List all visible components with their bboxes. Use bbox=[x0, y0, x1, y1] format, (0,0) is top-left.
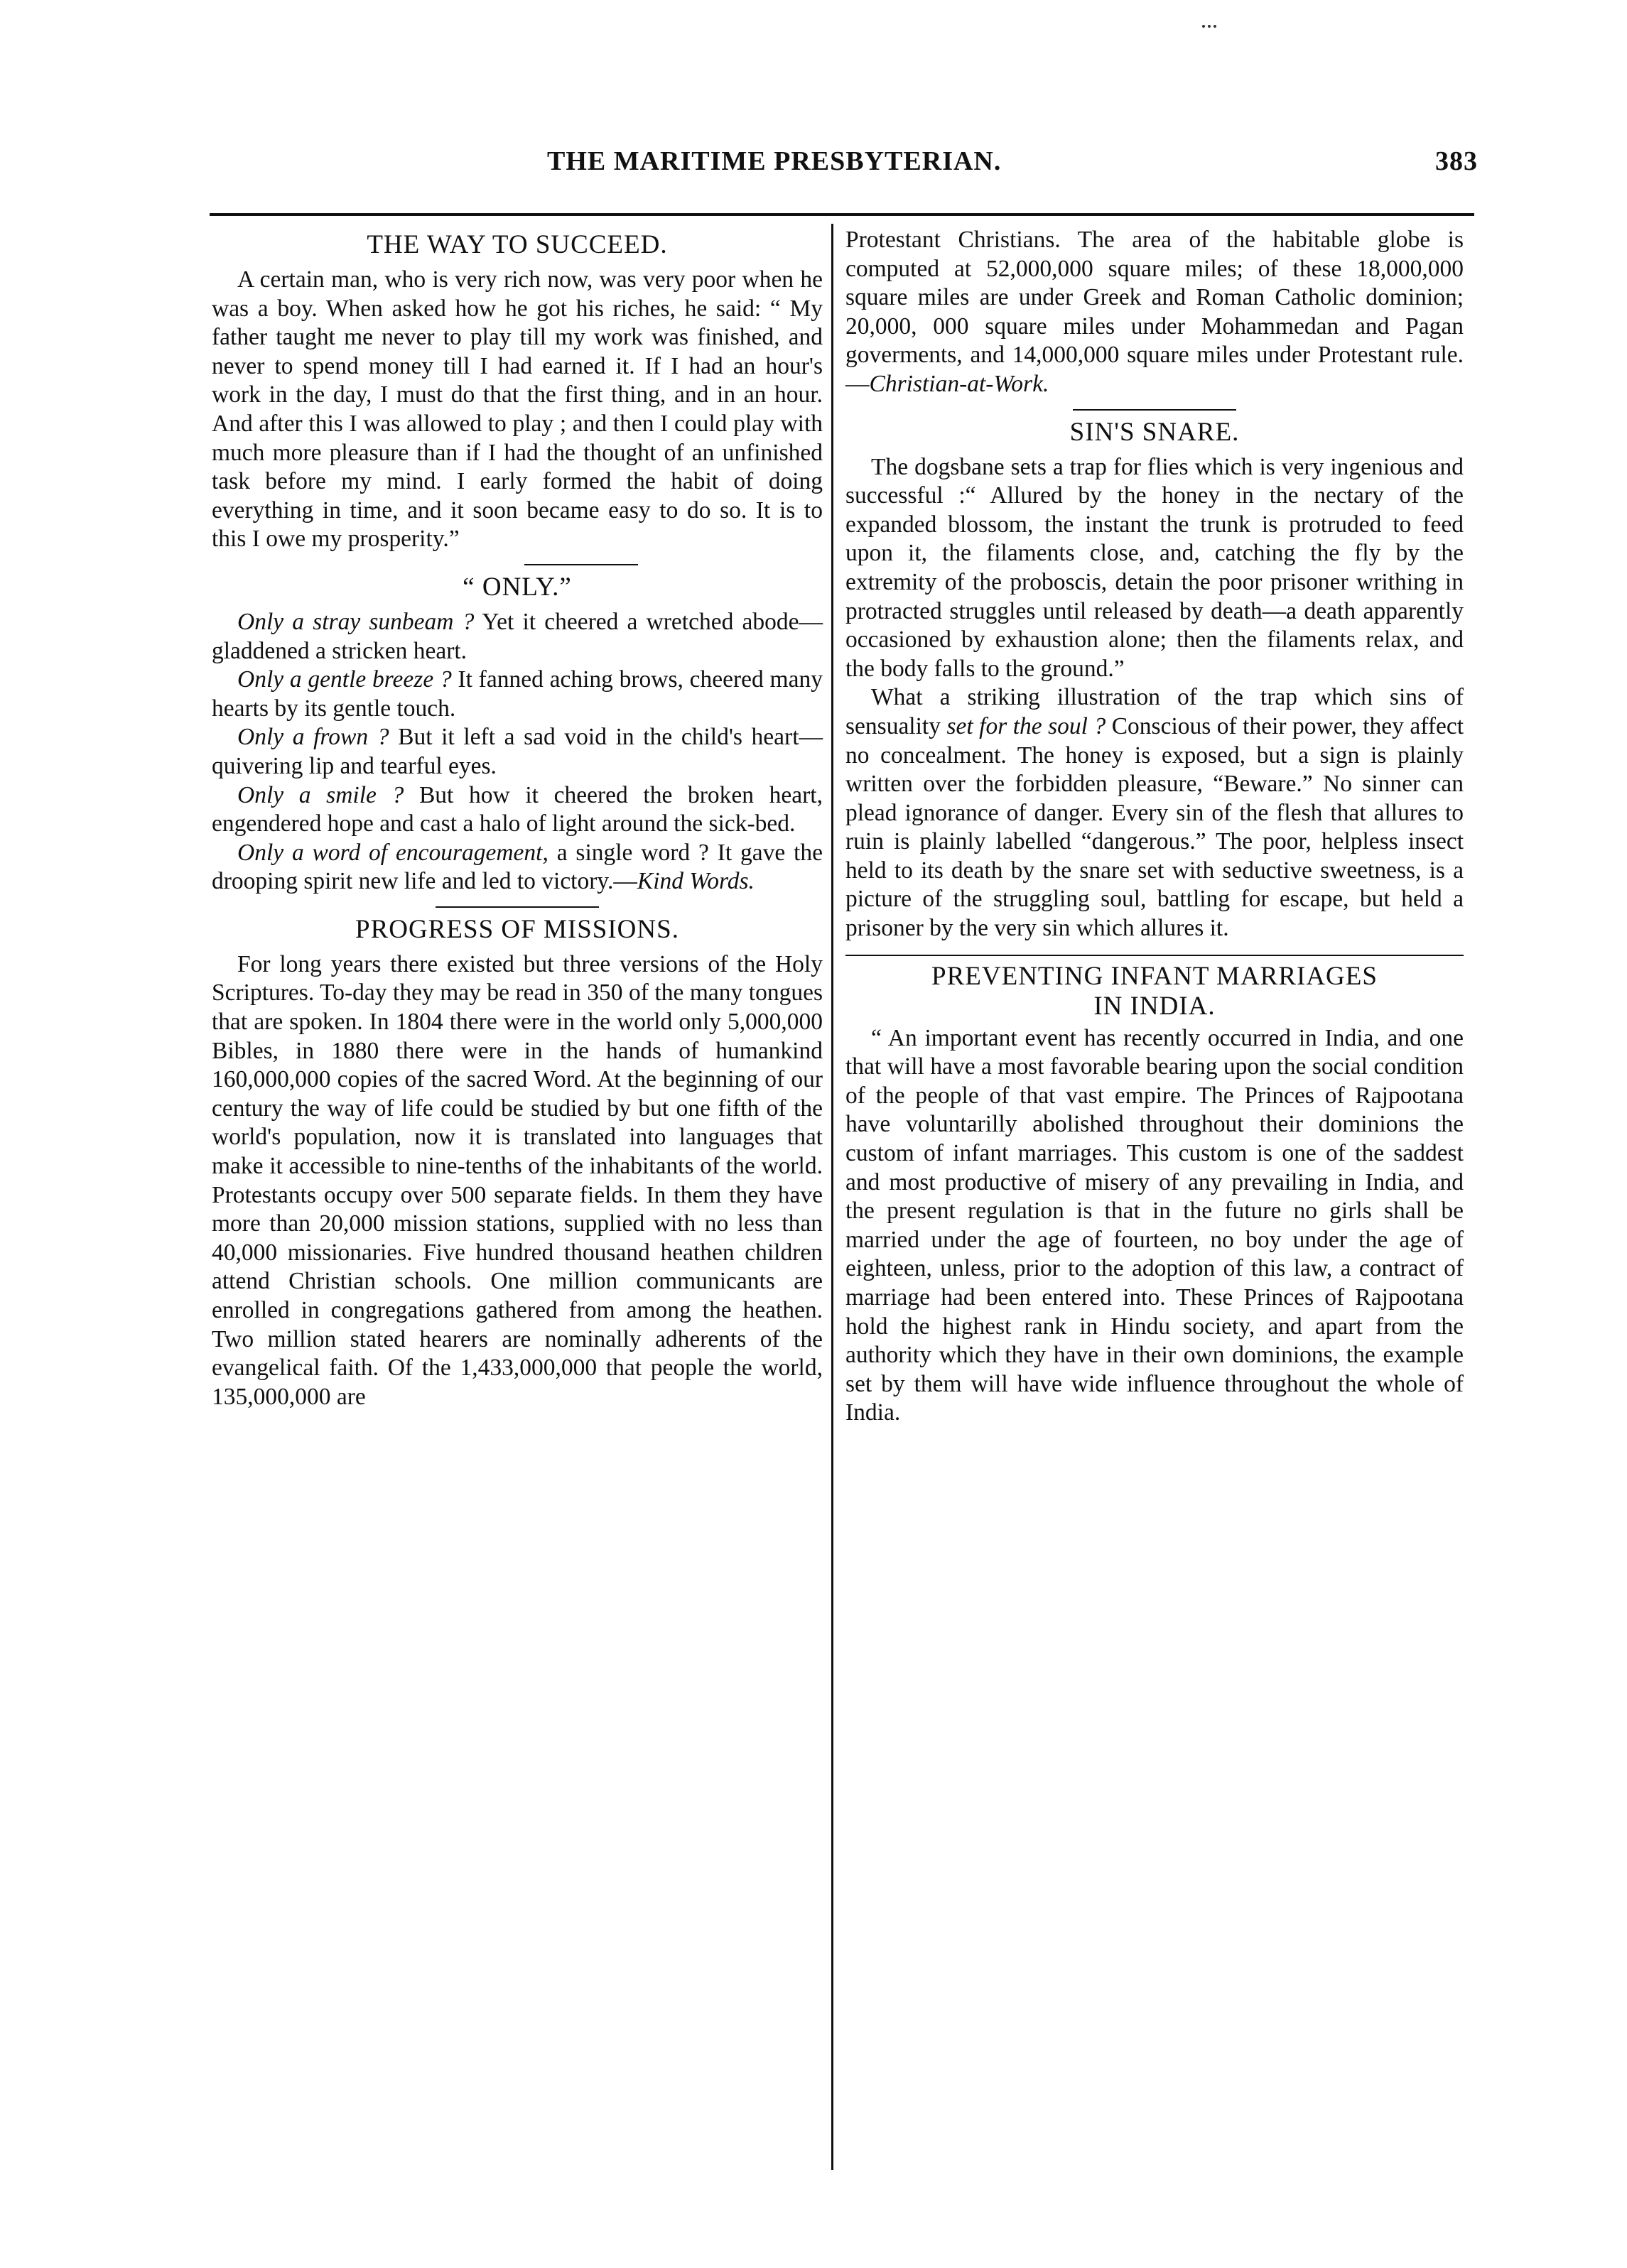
left-column bbox=[212, 226, 823, 1411]
article-paragraph bbox=[212, 666, 823, 723]
article-paragraph bbox=[212, 839, 823, 896]
article-paragraph bbox=[212, 723, 823, 781]
article-progress-of-missions bbox=[212, 915, 823, 1412]
italic-phrase: Only a frown ? bbox=[237, 724, 389, 751]
section-rule bbox=[845, 955, 1464, 956]
article-way-to-succeed bbox=[212, 230, 823, 554]
article-heading: SIN'S SNARE. bbox=[1069, 417, 1240, 447]
italic-phrase: Only a smile ? bbox=[237, 781, 404, 808]
heading-line: PREVENTING INFANT MARRIAGES bbox=[931, 961, 1378, 991]
text-run: What a striking illustration of the trap which sins of sensuality bbox=[845, 684, 1464, 739]
column-divider bbox=[831, 224, 833, 2170]
text-run: But how it cheered the broken heart, engendered hope and cast a halo of light around the sick-bed. bbox=[212, 781, 823, 837]
article-paragraph: The dogsbane sets a trap for flies which is very ingenious and successful :“ Allured by the honey in the nectary of the expanded blossom, the instant the trunk is protruded to feed upon it, the filaments close, and, catching the fly by the extremity of the proboscis, detain the poor prisoner writhing in protracted struggles until released by death—a death apparently occasioned by exhaustion alone; then the filaments relax, and the body falls to the ground.” bbox=[845, 453, 1464, 682]
section-rule bbox=[436, 906, 599, 908]
header-rule bbox=[210, 213, 1474, 216]
journal-title: THE MARITIME PRESBYTERIAN. bbox=[547, 146, 1002, 176]
article-paragraph bbox=[212, 781, 823, 839]
italic-phrase: set for the soul ? bbox=[946, 712, 1106, 739]
article-only bbox=[212, 573, 823, 896]
text-run: a single word ? It gave the drooping spirit new life and led to victory.— bbox=[212, 839, 823, 895]
article-preventing-infant-marriages bbox=[845, 962, 1464, 1428]
section-rule bbox=[524, 564, 638, 565]
article-progress-continued bbox=[845, 226, 1464, 399]
right-column bbox=[845, 226, 1464, 1428]
running-head bbox=[213, 146, 1478, 188]
section-rule bbox=[1073, 409, 1236, 411]
italic-phrase: Only a gentle breeze ? bbox=[237, 666, 452, 693]
ink-speck-mark bbox=[1201, 20, 1229, 40]
text-run: But it left a sad void in the child's heart—quivering lip and tearful eyes. bbox=[212, 724, 823, 779]
source-credit: Kind Words. bbox=[637, 868, 755, 895]
article-heading: “ ONLY.” bbox=[463, 572, 572, 602]
article-paragraph: “ An important event has recently occurred in India, and one that will have a most favorable bearing upon the social condition of the people of that vast empire. The Princes of Rajpootana have voluntarilly abolished throughout their dominions the custom of infant marriages. This custom is one of the saddest and most productive of misery of any prevailing in India, and the present regulation is that in the future no girls shall be married under the age of fourteen, no boy under the age of eighteen, unless, prior to the adoption of this law, a contract of marriage had been entered into. These Princes of Rajpootana hold the highest rank in Hindu society, and apart from the authority which they have in their own dominions, the example set by them will have wide influence throughout the whole of India. bbox=[845, 1024, 1464, 1426]
page-number: 383 bbox=[1435, 146, 1478, 176]
article-heading: PROGRESS OF MISSIONS. bbox=[355, 914, 679, 944]
article-paragraph: For long years there existed but three versions of the Holy Scriptures. To-day they may be read in 350 of the many tongues that are spoken. In 1804 there were in the world only 5,000,000 Bibles, in 1880 there were in the hands of humankind 160,000,000 copies of the sacred Word. At the beginning of our century the way of life could be studied by but one fifth of the world's population, now it is translated into languages that make it accessible to nine-tenths of the inhabitants of the world. Protestants occupy over 500 separate fields. In them they have more than 20,000 mission stations, supplied with no less than 40,000 missionaries. Five hundred thousand heathen children attend Christian schools. One million communicants are enrolled in congregations gathered from among the heathen. Two million stated hearers are nominally adherents of the evangelical faith. Of the 1,433,000,000 that people the world, 135,000,000 are bbox=[212, 950, 823, 1410]
article-heading: THE WAY TO SUCCEED. bbox=[367, 230, 668, 259]
article-paragraph bbox=[845, 683, 1464, 943]
article-paragraph: A certain man, who is very rich now, was very poor when he was a boy. When asked how he got his riches, he said: “ My father taught me never to play till my work was finished, and never to spend money till I had earned it. If I had an hour's work in the day, I must do that the first thing, and in an hour. And after this I was allowed to play ; and then I could play with much more pleasure than if I had the thought of an unfinished task before my mind. I early formed the habit of doing everything in time, and it soon became easy to do so. It is to this I owe my prosperity.” bbox=[212, 266, 823, 553]
source-credit: Christian-at-Work. bbox=[869, 370, 1049, 397]
article-sins-snare bbox=[845, 418, 1464, 943]
italic-phrase: Only a word of encouragement, bbox=[237, 839, 548, 866]
italic-phrase: Only a stray sunbeam ? bbox=[237, 608, 475, 635]
article-paragraph bbox=[845, 226, 1464, 399]
article-paragraph bbox=[212, 608, 823, 666]
text-run: Protestant Christians. The area of the habitable globe is computed at 52,000,000 square miles; of these 18,000,000 square miles are under Greek and Roman Catholic dominion; 20,000, 000 square miles under Mohammedan and Pagan goverments, and 14,000,000 square miles under Protestant rule.— bbox=[845, 227, 1464, 397]
text-run: Conscious of their power, they affect no concealment. The honey is exposed, but a sign is plainly written over the forbidden pleasure, “Beware.” No sinner can plead ignorance of danger. Every sin of the flesh that allures to ruin is plainly labelled “dangerous.” The poor, helpless insect held to its death by the snare set with seductive sweetness, is a picture of the struggling soul, battling for escape, but held a prisoner by the very sin which allures it. bbox=[845, 712, 1464, 942]
article-heading bbox=[845, 962, 1464, 1021]
text-run: It fanned aching brows, cheered many hearts by its gentle touch. bbox=[212, 666, 823, 722]
heading-line: IN INDIA. bbox=[1093, 991, 1216, 1021]
text-run: Yet it cheered a wretched abode—gladdened a stricken heart. bbox=[212, 608, 823, 664]
